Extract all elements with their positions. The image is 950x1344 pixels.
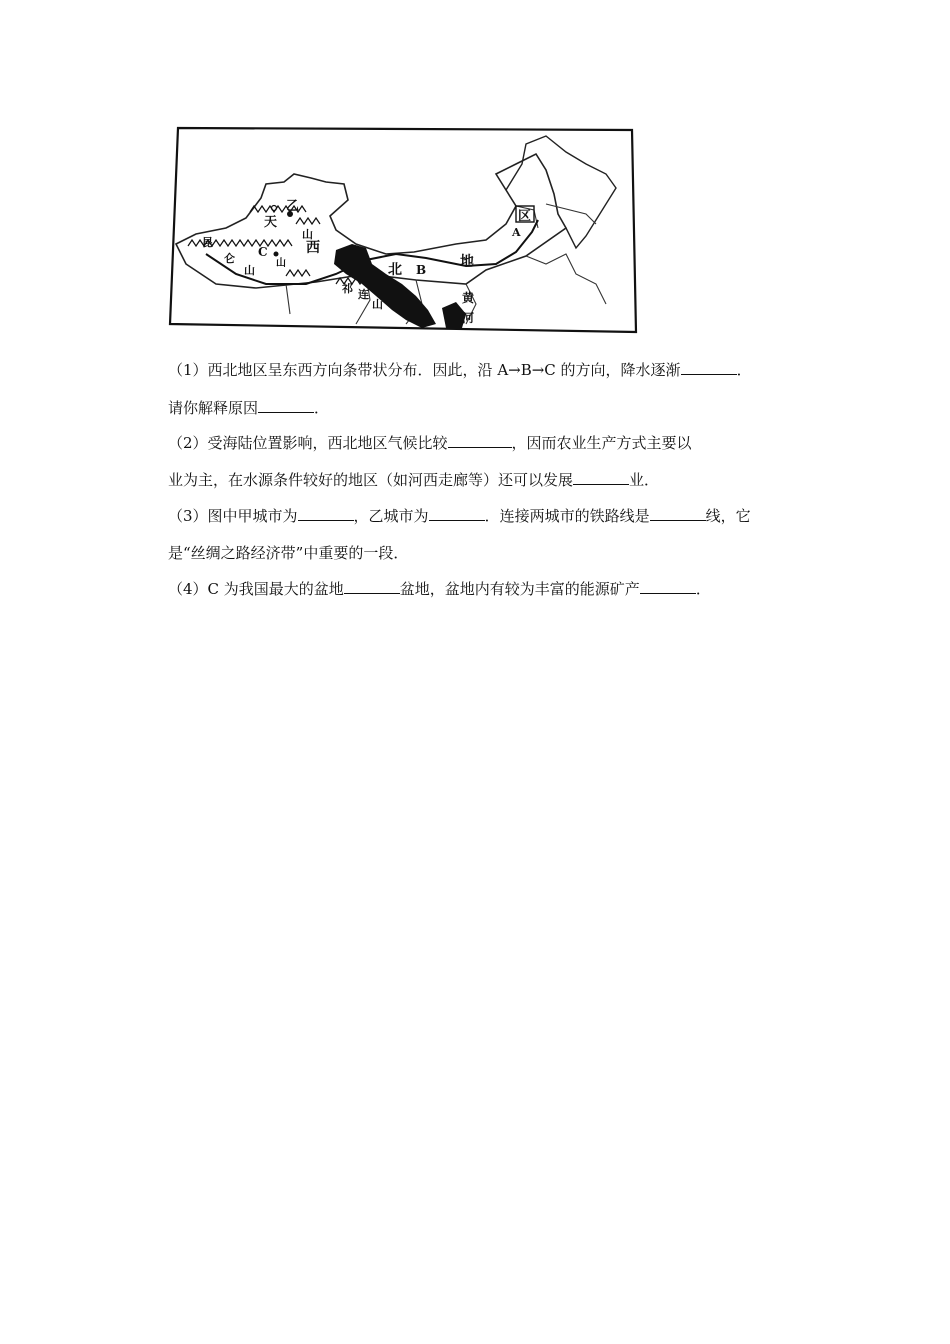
- map-label-bei: 北: [388, 262, 402, 278]
- map-label-shan: 山: [302, 228, 313, 241]
- tianshan-mountains: [250, 206, 320, 224]
- answer-blank[interactable]: [448, 432, 512, 448]
- answer-blank[interactable]: [640, 578, 696, 594]
- answer-blank[interactable]: [573, 469, 629, 485]
- question-2-line-1: （2）受海陆位置影响，西北地区气候比较 ，因而农业生产方式主要以: [168, 434, 692, 452]
- city-marker-west: [272, 206, 277, 211]
- question-1-line-1: （1）西北地区呈东西方向条带状分布．因此，沿 A→B→C 的方向，降水逐渐 ．: [168, 361, 752, 379]
- question-3-line-2: 是“丝绸之路经济带”中重要的一段．: [168, 544, 409, 562]
- map-label-shan4: 山: [372, 298, 383, 311]
- question-1-line-2: 请你解释原因 ．: [168, 399, 330, 417]
- answer-blank[interactable]: [650, 505, 706, 521]
- question-4-line-1: （4）C 为我国最大的盆地 盆地，盆地内有较为丰富的能源矿产 ．: [168, 580, 711, 598]
- map-label-qu: 区: [518, 209, 532, 224]
- map-label-yi: 乙: [286, 199, 300, 214]
- map-label-lun: 仑: [224, 252, 235, 265]
- map-label-xi: 西: [306, 240, 320, 256]
- answer-blank[interactable]: [344, 578, 400, 594]
- map-label-lian: 连: [358, 288, 369, 301]
- city-marker-c: [274, 252, 279, 257]
- map-label-kun: 昆: [202, 236, 213, 249]
- question-3-line-1: （3）图中甲城市为 ，乙城市为 ．连接两城市的铁路线是 线，它: [168, 507, 751, 525]
- answer-blank[interactable]: [429, 505, 485, 521]
- northwest-china-map: [166, 124, 640, 336]
- answer-blank[interactable]: [681, 359, 737, 375]
- question-2-line-2: 业为主，在水源条件较好的地区（如河西走廊等）还可以发展 业．: [168, 471, 660, 489]
- map-label-qi: 祁: [342, 282, 353, 295]
- map-label-huang: 黄: [462, 291, 475, 305]
- answer-blank[interactable]: [298, 505, 354, 521]
- map-label-tian: 天: [264, 215, 278, 230]
- map-label-shan3: 山: [244, 264, 255, 277]
- map-label-shan2: 山: [276, 258, 286, 269]
- map-label-b: B: [416, 263, 427, 277]
- map-label-c: C: [258, 245, 268, 259]
- answer-blank[interactable]: [258, 397, 314, 413]
- map-svg: [166, 124, 640, 336]
- map-label-di: 地: [460, 254, 474, 270]
- map-label-a: A: [512, 226, 521, 239]
- map-label-he: 河: [462, 311, 475, 325]
